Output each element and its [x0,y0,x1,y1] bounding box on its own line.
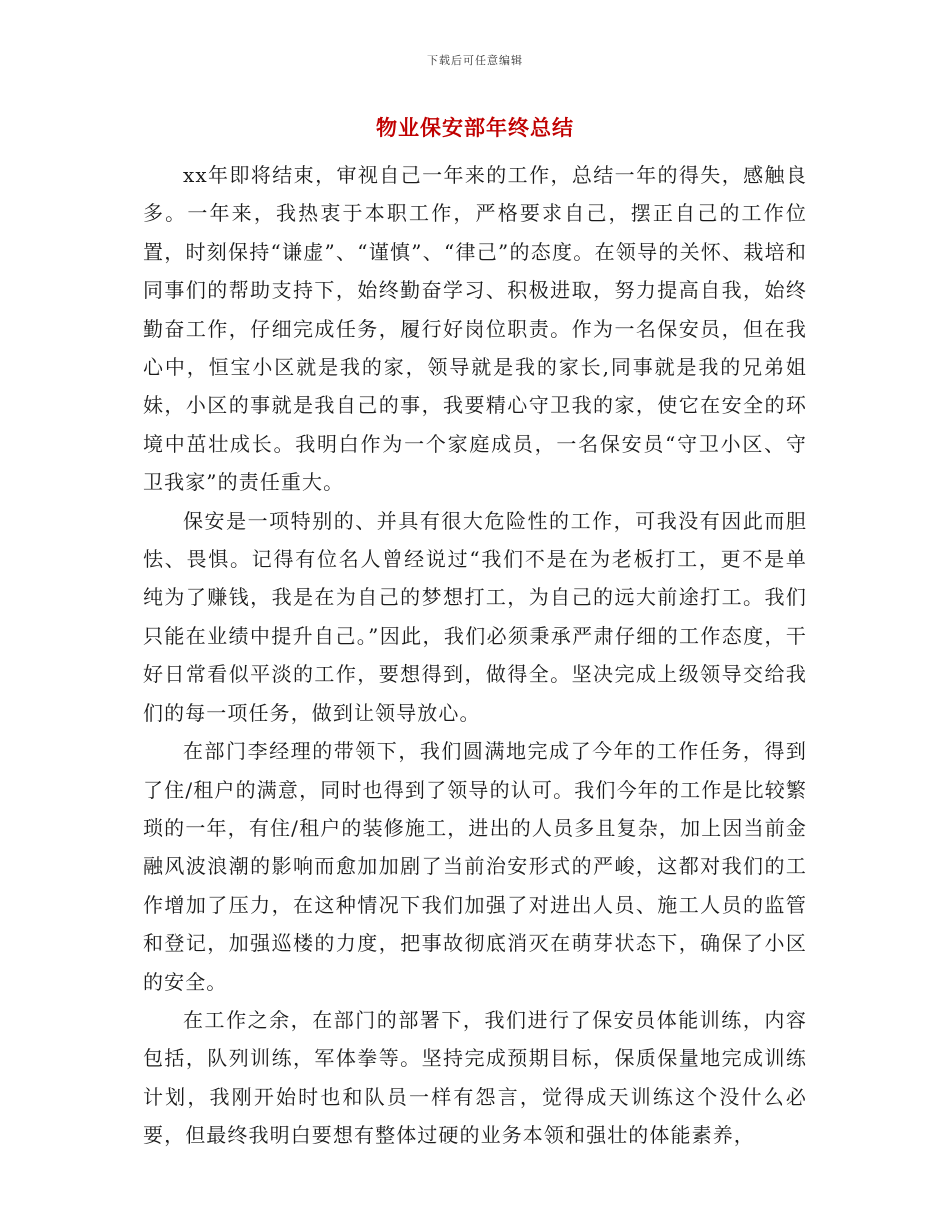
paragraph-3: 在部门李经理的带领下，我们圆满地完成了今年的工作任务，得到了住/租户的满意，同时也得到了领导的认可。我们今年的工作是比较繁琐的一年，有住/租户的装修施工，进出的人员多且复杂，加上因当前金融风波浪潮的影响而愈加加剧了当前治安形式的严峻，这都对我们的工作增加了压力，在这种情况下我们加强了对进出人员、施工人员的监管和登记，加强巡楼的力度，把事故彻底消灭在萌芽状态下，确保了小区的安全。 [143,739,807,994]
document-body [143,156,807,1155]
document-title: 物业保安部年终总结 [376,115,574,140]
paragraph-4: 在工作之余，在部门的部署下，我们进行了保安员体能训练，内容包括，队列训练，军体拳等。坚持完成预期目标，保质保量地完成训练计划，我刚开始时也和队员一样有怨言，觉得成天训练这个没什么必要，但最终我明白要想有整体过硬的业务本领和强壮的体能素养， [143,1007,807,1148]
paragraph-2: 保安是一项特别的、并具有很大危险性的工作，可我没有因此而胆怯、畏惧。记得有位名人曾经说过“我们不是在为老板打工，更不是单纯为了赚钱，我是在为自己的梦想打工，为自己的远大前途打工。我们只能在业绩中提升自己。”因此，我们必须秉承严肃仔细的工作态度，干好日常看似平淡的工作，要想得到，做得全。坚决完成上级领导交给我们的每一项任务，做到让领导放心。 [143,508,807,725]
paragraph-1: xx年即将结束，审视自己一年来的工作，总结一年的得失，感触良多。一年来，我热衷于本职工作，严格要求自己，摆正自己的工作位置，时刻保持“谦虚”、“谨慎”、“律己”的态度。在领导的关怀、栽培和同事们的帮助支持下，始终勤奋学习、积极进取，努力提高自我，始终勤奋工作，仔细完成任务，履行好岗位职责。作为一名保安员，但在我心中，恒宝小区就是我的家，领导就是我的家长,同事就是我的兄弟姐妹，小区的事就是我自己的事，我要精心守卫我的家，使它在安全的环境中茁壮成长。我明白作为一个家庭成员，一名保安员“守卫小区、守卫我家”的责任重大。 [143,163,807,495]
header-note: 下载后可任意编辑 [427,54,523,67]
